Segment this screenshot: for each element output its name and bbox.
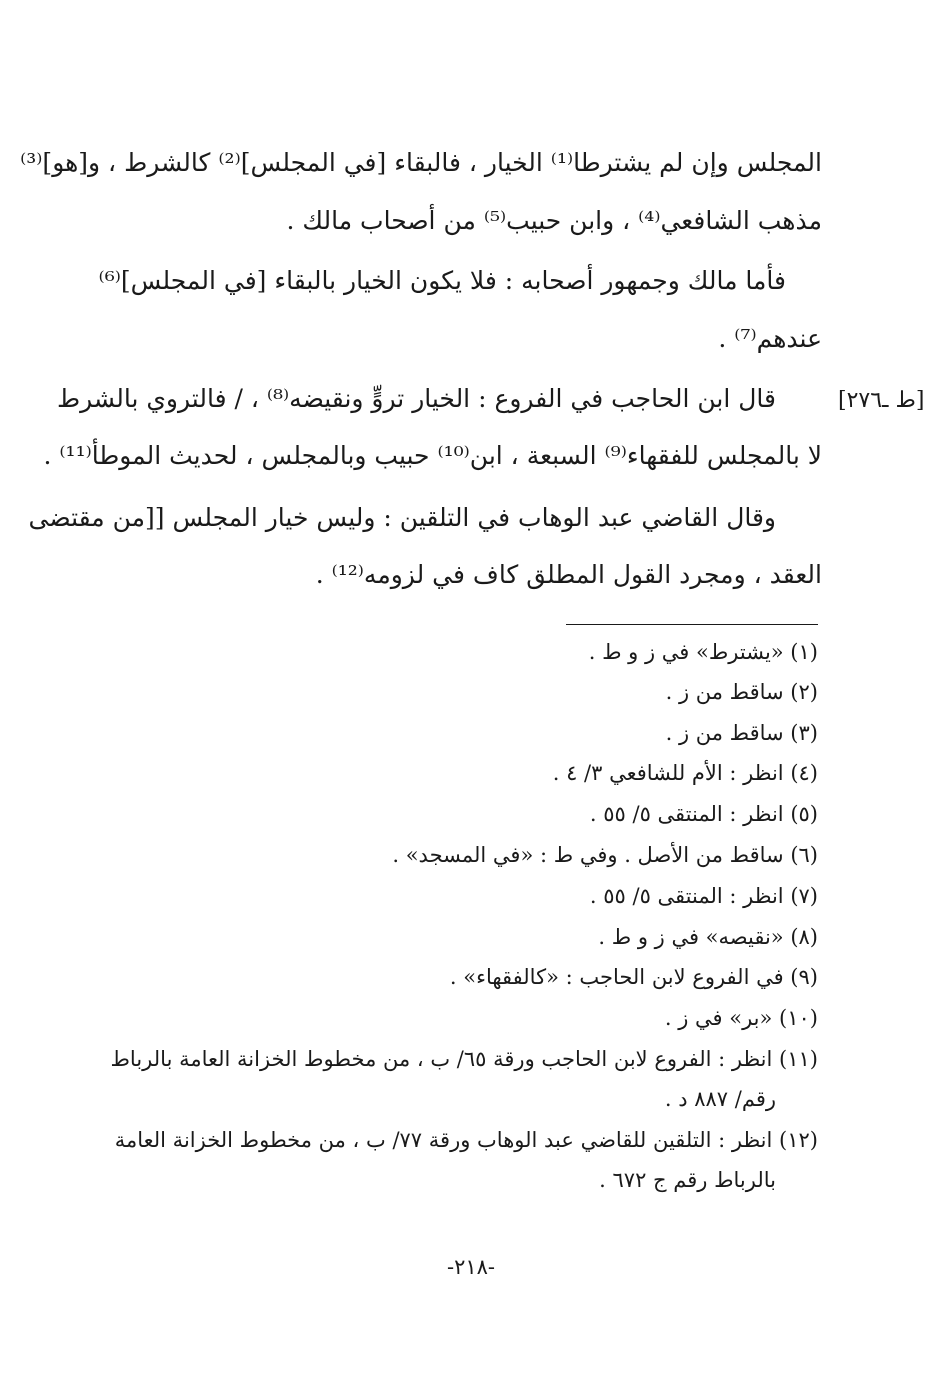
body-line: عندهم⁽⁷⁾ . [718,324,822,353]
footnote: (٣) ساقط من ز . [665,721,818,745]
footnote: (٤) انظر : الأم للشافعي ٣/ ٤ . [552,761,818,785]
footnote: (١١) انظر : الفروع لابن الحاجب ورقة ٦٥/ ب ، من مخطوط الخزانة العامة بالرباط [110,1047,818,1071]
footnote: (١٠) «بر» في ز . [664,1006,818,1030]
body-line: فأما مالك وجمهور أصحابه : فلا يكون الخيار بالبقاء [في المجلس]⁽⁶⁾ [98,266,786,295]
body-line: المجلس وإن لم يشترطا⁽¹⁾ الخيار ، فالبقاء [في المجلس]⁽²⁾ كالشرط ، و[هو]⁽³⁾ [20,148,822,177]
margin-page-reference: [ط ـ٢٧٦] [838,388,925,413]
footnote: (٧) انظر : المنتقى ٥/ ٥٥ . [589,884,818,908]
body-line: مذهب الشافعي⁽⁴⁾ ، وابن حبيب⁽⁵⁾ من أصحاب مالك . [286,206,822,235]
body-line: وقال القاضي عبد الوهاب في التلقين : وليس خيار المجلس [[من مقتضى [28,503,776,532]
footnote: (٩) في الفروع لابن الحاجب : «كالفقهاء» . [449,965,818,989]
footnote: (١٢) انظر : التلقين للقاضي عبد الوهاب ورقة ٧٧/ ب ، من مخطوط الخزانة العامة [114,1128,818,1152]
footnote-continuation: رقم/ ٨٨٧ د . [664,1087,776,1111]
footnote: (١) «يشترط» في ز و ط . [588,640,818,664]
body-line: لا بالمجلس للفقهاء⁽⁹⁾ السبعة ، ابن⁽¹⁰⁾ حبيب وبالمجلس ، لحديث الموطأ⁽¹¹⁾ . [43,441,822,470]
footnote: (٦) ساقط من الأصل . وفي ط : «في المسجد» . [392,843,818,867]
footnote: (٨) «نقيصه» في ز و ط . [598,925,818,949]
footnote: (٢) ساقط من ز . [665,680,818,704]
body-line: قال ابن الحاجب في الفروع : الخيار تروٍّ ونقيضه⁽⁸⁾ ، / فالتروي بالشرط [57,384,776,413]
footnote-continuation: بالرباط رقم ج ٦٧٢ . [599,1168,776,1192]
footnote: (٥) انظر : المنتقى ٥/ ٥٥ . [589,802,818,826]
page-number: -٢١٨- [446,1255,496,1279]
body-line: العقد ، ومجرد القول المطلق كاف في لزومه⁽¹²⁾ . [315,560,822,589]
footnote-separator [566,624,818,625]
